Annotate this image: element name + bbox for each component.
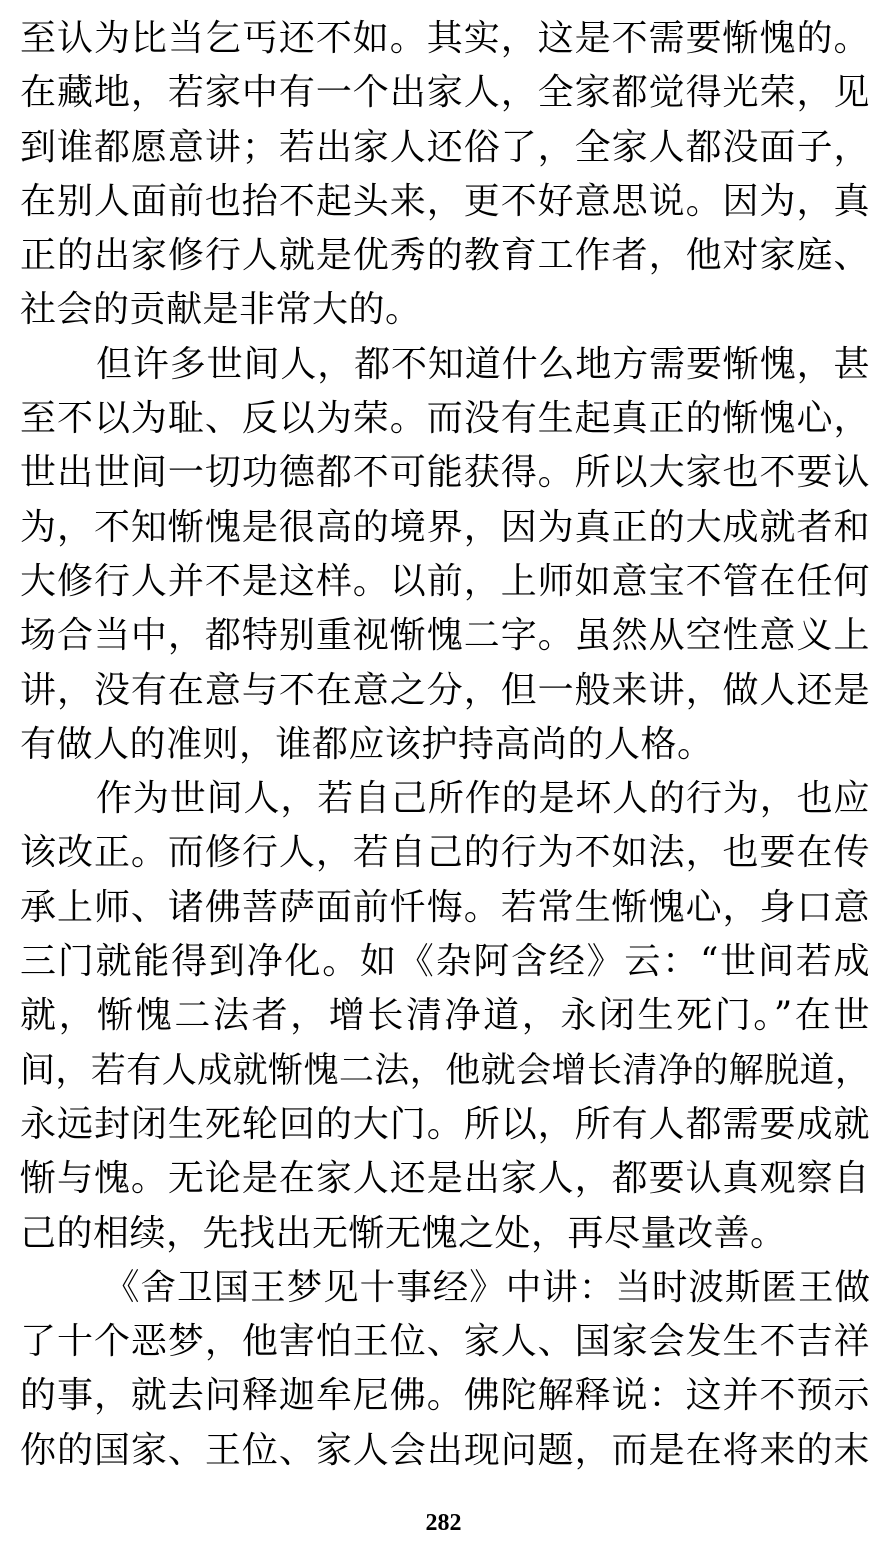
text-line: 社会的贡献是非常大的。 <box>20 289 422 331</box>
text-line: 世出世间一切功德都不可能获得。所以大家也不要认 <box>20 452 870 494</box>
text-line: 己的相续，先找出无惭无愧之处，再尽量改善。 <box>20 1212 787 1254</box>
text-line: 至不以为耻、反以为荣。而没有生起真正的惭愧心， <box>20 398 870 440</box>
text-line: 场合当中，都特别重视惭愧二字。虽然从空性意义上 <box>20 615 870 657</box>
text-line: 至认为比当乞丐还不如。其实，这是不需要惭愧的。 <box>20 18 870 59</box>
paragraph-first-line: 《舍卫国王梦见十事经》中讲：当时波斯匿王做 <box>104 1266 870 1308</box>
text-line: 正的出家修行人就是优秀的教育工作者，他对家庭、 <box>20 235 870 277</box>
paragraph-first-line: 但许多世间人，都不知道什么地方需要惭愧，甚 <box>96 343 870 385</box>
text-line: 就，惭愧二法者，增长清净道，永闭生死门。”在世 <box>20 995 870 1037</box>
text-line: 间，若有人成就惭愧二法，他就会增长清净的解脱道， <box>20 1050 870 1091</box>
text-line: 惭与愧。无论是在家人还是出家人，都要认真观察自 <box>20 1158 870 1200</box>
text-line: 承上师、诸佛菩萨面前忏悔。若常生惭愧心，身口意 <box>20 886 870 928</box>
text-line: 在藏地，若家中有一个出家人，全家都觉得光荣，见 <box>20 72 870 114</box>
page-body-text <box>20 12 870 1478</box>
text-line: 该改正。而修行人，若自己的行为不如法，也要在传 <box>20 832 870 874</box>
text-line: 为，不知惭愧是很高的境界，因为真正的大成就者和 <box>20 506 870 548</box>
text-line: 永远封闭生死轮回的大门。所以，所有人都需要成就 <box>20 1103 870 1145</box>
text-line: 你的国家、王位、家人会出现问题，而是在将来的末 <box>20 1429 870 1471</box>
text-line: 大修行人并不是这样。以前，上师如意宝不管在任何 <box>20 560 870 602</box>
text-line: 的事，就去问释迦牟尼佛。佛陀解释说：这并不预示 <box>20 1375 870 1417</box>
page-number: 282 <box>425 1510 462 1536</box>
text-line: 有做人的准则，谁都应该护持高尚的人格。 <box>20 723 714 765</box>
paragraph-first-line: 作为世间人，若自己所作的是坏人的行为，也应 <box>96 778 870 820</box>
text-line: 讲，没有在意与不在意之分，但一般来讲，做人还是 <box>20 669 870 711</box>
text-line: 在别人面前也抬不起头来，更不好意思说。因为，真 <box>20 180 870 222</box>
text-line: 了十个恶梦，他害怕王位、家人、国家会发生不吉祥 <box>20 1321 870 1363</box>
text-line: 三门就能得到净化。如《杂阿含经》云：“世间若成 <box>20 941 870 983</box>
text-line: 到谁都愿意讲；若出家人还俗了，全家人都没面子， <box>20 126 870 168</box>
